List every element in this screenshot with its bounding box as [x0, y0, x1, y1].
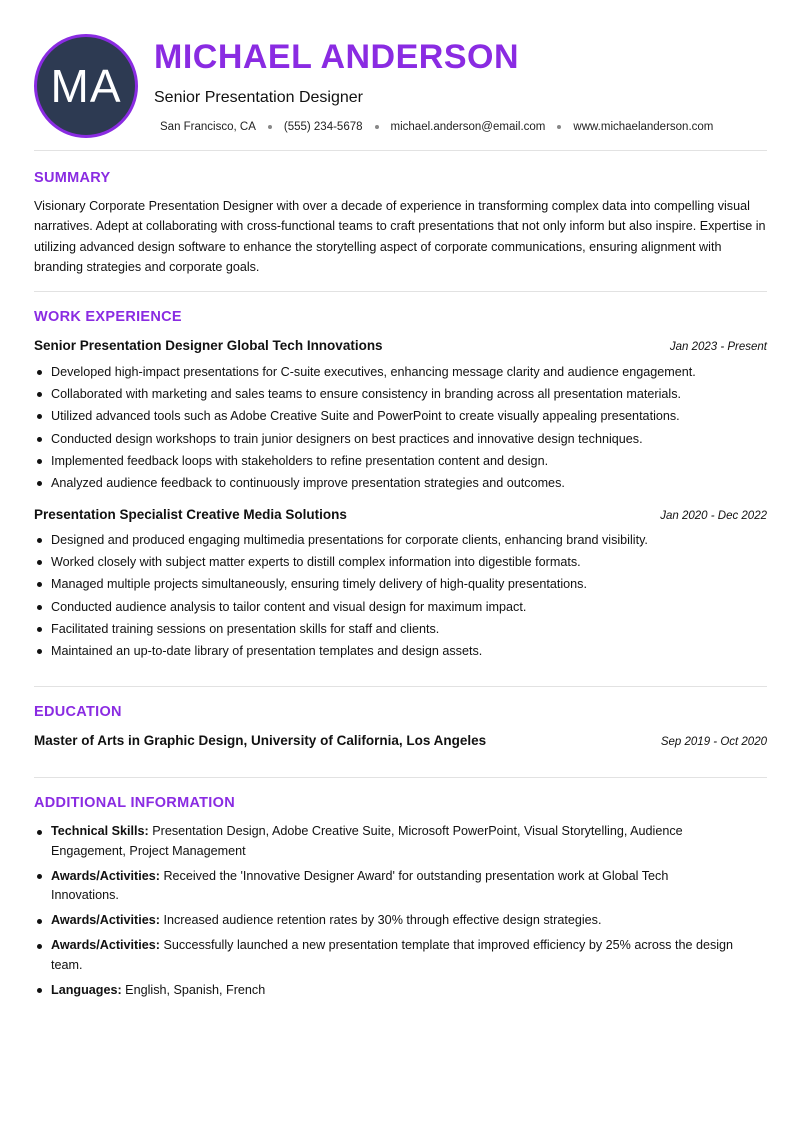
job-title: Presentation Specialist Creative Media Solutions	[34, 507, 347, 522]
item-text: English, Spanish, French	[121, 982, 266, 997]
section-heading-summary: SUMMARY	[34, 170, 111, 186]
contact-email[interactable]: michael.anderson@email.com	[390, 121, 546, 133]
list-item: Worked closely with subject matter experts to distill complex information into digestible formats.	[34, 551, 767, 573]
list-item	[34, 822, 734, 861]
list-item	[34, 867, 734, 906]
additional-list	[34, 822, 734, 1006]
divider	[34, 686, 767, 687]
summary-text: Visionary Corporate Presentation Designer with over a decade of experience in transforming complex data into compelling visual narratives. Adept at collaborating with cross-functional teams to craft presentations that not only inform but also inspire. Expertise in utilizing advanced design software to enhance the storytelling aspect of corporate communications, ensuring alignment with branding strategies and corporate goals.	[34, 199, 766, 274]
list-item	[34, 911, 734, 931]
list-item: Designed and produced engaging multimedia presentations for corporate clients, enhancing brand visibility.	[34, 529, 767, 551]
candidate-title: Senior Presentation Designer	[154, 89, 364, 106]
list-item: Managed multiple projects simultaneously, ensuring timely delivery of high-quality presentations.	[34, 573, 767, 595]
list-item: Utilized advanced tools such as Adobe Creative Suite and PowerPoint to create visually appealing presentations.	[34, 405, 767, 427]
degree: Master of Arts in Graphic Design, University of California, Los Angeles	[34, 733, 487, 748]
item-label: Technical Skills:	[51, 824, 149, 838]
job-header	[34, 338, 767, 353]
contact-phone: (555) 234-5678	[283, 121, 363, 133]
list-item: Conducted design workshops to train junior designers on best practices and innovative design techniques.	[34, 428, 767, 450]
list-item: Analyzed audience feedback to continuously improve presentation strategies and outcomes.	[34, 472, 767, 494]
list-item: Collaborated with marketing and sales teams to ensure consistency in branding across all presentation materials.	[34, 383, 767, 405]
item-text: Successfully launched a new presentation template that improved efficiency by 25% across the design team.	[51, 938, 734, 972]
list-item: Implemented feedback loops with stakeholders to refine presentation content and design.	[34, 450, 767, 472]
list-item: Facilitated training sessions on presentation skills for staff and clients.	[34, 618, 767, 640]
item-text: Increased audience retention rates by 30% through effective design strategies.	[159, 913, 602, 927]
item-label: Awards/Activities:	[51, 868, 160, 883]
separator-dot	[375, 125, 379, 129]
item-label: Awards/Activities:	[51, 913, 160, 927]
section-heading-education: EDUCATION	[34, 704, 122, 720]
separator-dot	[268, 125, 272, 129]
item-text: Presentation Design, Adobe Creative Suite, Microsoft PowerPoint, Visual Storytelling, Audience Engagement, Project Management	[51, 824, 683, 858]
divider	[34, 150, 767, 151]
item-label: Awards/Activities:	[51, 938, 160, 952]
job-bullets	[34, 529, 767, 662]
item-text: Received the 'Innovative Designer Award' for outstanding presentation work at Global Tech Innovations.	[51, 868, 669, 902]
separator-dot	[557, 125, 561, 129]
list-item	[34, 981, 734, 1001]
section-heading-experience: WORK EXPERIENCE	[34, 309, 182, 325]
section-heading-additional: ADDITIONAL INFORMATION	[34, 795, 235, 811]
avatar-initials: MA	[50, 60, 122, 112]
item-label: Languages:	[51, 982, 122, 997]
job-bullets	[34, 361, 767, 494]
contact-website[interactable]: www.michaelanderson.com	[573, 121, 714, 133]
divider	[34, 777, 767, 778]
list-item: Developed high-impact presentations for C-suite executives, enhancing message clarity and audience engagement.	[34, 361, 767, 383]
job-title: Senior Presentation Designer Global Tech Innovations	[34, 338, 383, 353]
job-header	[34, 507, 767, 522]
candidate-name: MICHAEL ANDERSON	[154, 38, 520, 76]
education-date: Sep 2019 - Oct 2020	[660, 736, 767, 748]
list-item: Maintained an up-to-date library of presentation templates and design assets.	[34, 640, 767, 662]
contact-info	[160, 121, 713, 133]
divider	[34, 291, 767, 292]
avatar	[34, 34, 138, 138]
job-date: Jan 2020 - Dec 2022	[660, 510, 767, 522]
contact-location: San Francisco, CA	[160, 121, 256, 133]
education-entry	[34, 733, 767, 748]
job-date: Jan 2023 - Present	[669, 341, 767, 353]
list-item	[34, 936, 734, 975]
list-item: Conducted audience analysis to tailor content and visual design for maximum impact.	[34, 596, 767, 618]
